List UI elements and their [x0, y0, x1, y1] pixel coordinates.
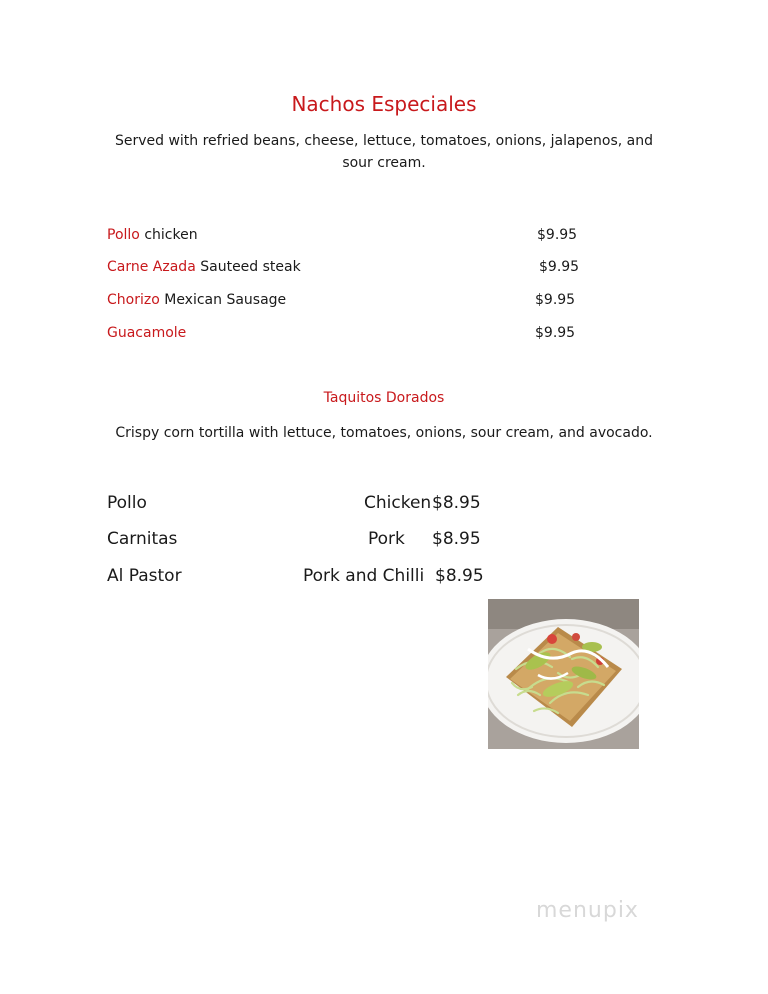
item-detail: Mexican Sausage [164, 292, 287, 308]
taquitos-item-pollo [107, 493, 497, 517]
item-price: $9.95 [535, 325, 576, 341]
item-price: $9.95 [539, 259, 580, 275]
taquitos-description: Crispy corn tortilla with lettuce, tomatoes, onions, sour cream, and avocado. [115, 425, 653, 441]
item-name: Pollo [107, 493, 147, 513]
item-price: $8.95 [432, 529, 481, 549]
taquitos-photo [488, 599, 639, 749]
item-name: Guacamole [107, 325, 187, 341]
taquitos-title: Taquitos Dorados [323, 390, 445, 406]
item-detail: Pork [368, 529, 405, 549]
item-price: $9.95 [535, 292, 576, 308]
nachos-item-chorizo [107, 292, 587, 312]
item-detail: Chicken [364, 493, 432, 513]
item-price: $8.95 [432, 493, 481, 513]
item-name: Chorizo [107, 292, 160, 308]
menupix-watermark: menupix [536, 898, 639, 923]
item-name: Al Pastor [107, 566, 182, 586]
item-detail: Sauteed steak [200, 259, 301, 275]
taquitos-item-carnitas [107, 529, 497, 553]
nachos-item-guacamole [107, 325, 587, 345]
nachos-item-pollo [107, 227, 587, 247]
nachos-description-line2: sour cream. [342, 155, 426, 171]
nachos-item-carne-azada [107, 259, 587, 279]
item-detail: chicken [144, 227, 198, 243]
item-price: $9.95 [537, 227, 578, 243]
item-detail: Pork and Chilli [303, 566, 425, 586]
item-name: Pollo [107, 227, 140, 243]
nachos-title: Nachos Especiales [291, 92, 477, 116]
item-price: $8.95 [435, 566, 484, 586]
nachos-description-line1: Served with refried beans, cheese, lettuce, tomatoes, onions, jalapenos, and [114, 133, 654, 149]
item-name: Carnitas [107, 529, 178, 549]
item-name: Carne Azada [107, 259, 196, 275]
taquitos-plate-illustration [488, 599, 639, 749]
taquitos-item-al-pastor [107, 566, 497, 590]
